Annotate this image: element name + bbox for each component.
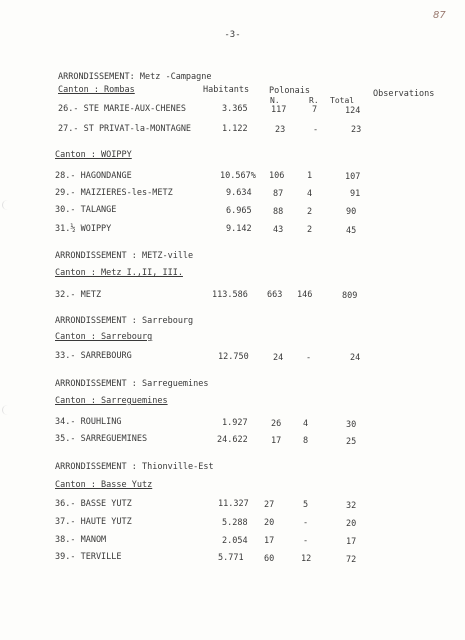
- arrondissement-heading: ARRONDISSEMENT : Sarreguemines: [55, 379, 209, 389]
- total-value: 32: [346, 501, 357, 511]
- habitants-value: 3.365: [222, 104, 248, 114]
- habitants-value: 12.750: [218, 352, 249, 362]
- total-value: 17: [346, 537, 357, 547]
- n-value: 17: [271, 436, 282, 446]
- r-value: 2: [307, 207, 313, 217]
- r-value: -: [303, 536, 309, 546]
- habitants-value: 113.586: [212, 290, 248, 300]
- habitants-value: 24.622: [217, 435, 248, 445]
- total-value: 23: [351, 125, 362, 135]
- n-value: 20: [264, 518, 275, 528]
- n-value: 106: [269, 171, 285, 181]
- habitants-value: 1.122: [222, 124, 248, 134]
- r-value: 146: [297, 290, 313, 300]
- column-header-observations: Observations: [373, 89, 435, 99]
- total-value: 91: [350, 189, 361, 199]
- arrondissement-heading: ARRONDISSEMENT: Metz -Campagne: [58, 72, 212, 82]
- n-value: 23: [275, 125, 286, 135]
- n-value: 24: [273, 353, 284, 363]
- r-value: -: [303, 518, 309, 528]
- total-value: 30: [346, 420, 357, 430]
- total-value: 20: [346, 519, 357, 529]
- habitants-value: 6.965: [226, 206, 252, 216]
- handwritten-page-note: 87: [433, 10, 446, 21]
- page-number: -3-: [224, 30, 241, 40]
- total-value: 809: [342, 291, 358, 301]
- canton-heading: Canton : Metz I.,II, III.: [55, 268, 183, 278]
- r-value: 1: [307, 171, 313, 181]
- n-value: 43: [273, 225, 284, 235]
- commune-label: 26.- STE MARIE-AUX-CHENES: [58, 104, 186, 114]
- arrondissement-heading: ARRONDISSEMENT : METZ-ville: [55, 251, 194, 261]
- r-value: -: [306, 353, 312, 363]
- n-value: 17: [264, 536, 275, 546]
- habitants-value: 9.634: [226, 188, 252, 198]
- r-value: 5: [303, 500, 309, 510]
- commune-label: 33.- SARREBOURG: [55, 351, 132, 361]
- canton-heading: Canton : WOIPPY: [55, 150, 132, 160]
- commune-label: 31.½ WOIPPY: [55, 224, 112, 234]
- total-value: 124: [345, 106, 361, 116]
- column-header-r: R.: [309, 96, 319, 105]
- r-value: -: [313, 125, 319, 135]
- habitants-value: 9.142: [226, 224, 252, 234]
- punch-hole-mark: [2, 405, 13, 415]
- r-value: 4: [307, 189, 313, 199]
- column-header-n: N.: [270, 96, 280, 105]
- commune-label: 27.- ST PRIVAT-la-MONTAGNE: [58, 124, 192, 134]
- habitants-value: 1.927: [222, 418, 248, 428]
- habitants-value: 10.567%: [220, 171, 256, 181]
- total-value: 107: [345, 172, 361, 182]
- n-value: 60: [264, 554, 275, 564]
- habitants-value: 2.054: [222, 536, 248, 546]
- arrondissement-heading: ARRONDISSEMENT : Thionville-Est: [55, 462, 214, 472]
- total-value: 45: [346, 226, 357, 236]
- n-value: 117: [271, 105, 287, 115]
- n-value: 27: [264, 500, 275, 510]
- commune-label: 38.- MANOM: [55, 535, 107, 545]
- column-header-habitants: Habitants: [203, 85, 250, 95]
- commune-label: 35.- SARREGUEMINES: [55, 434, 148, 444]
- total-value: 72: [346, 555, 357, 565]
- habitants-value: 5.288: [222, 518, 248, 528]
- commune-label: 39.- TERVILLE: [55, 552, 122, 562]
- total-value: 24: [350, 353, 361, 363]
- r-value: 8: [303, 436, 309, 446]
- canton-heading: Canton : Rombas: [58, 85, 135, 95]
- commune-label: 34.- ROUHLING: [55, 417, 122, 427]
- canton-heading: Canton : Sarreguemines: [55, 396, 168, 406]
- n-value: 26: [271, 419, 282, 429]
- n-value: 88: [273, 207, 284, 217]
- total-value: 25: [346, 437, 357, 447]
- canton-heading: Canton : Sarrebourg: [55, 332, 153, 342]
- commune-label: 37.- HAUTE YUTZ: [55, 517, 132, 527]
- habitants-value: 11.327: [218, 499, 249, 509]
- r-value: 2: [307, 225, 313, 235]
- habitants-value: 5.771: [218, 553, 244, 563]
- commune-label: 29.- MAIZIERES-les-METZ: [55, 188, 173, 198]
- n-value: 663: [267, 290, 283, 300]
- total-value: 90: [346, 207, 357, 217]
- commune-label: 36.- BASSE YUTZ: [55, 499, 132, 509]
- column-header-polonais: Polonais: [269, 86, 310, 96]
- r-value: 7: [312, 105, 318, 115]
- canton-heading: Canton : Basse Yutz: [55, 480, 153, 490]
- r-value: 12: [301, 554, 312, 564]
- arrondissement-heading: ARRONDISSEMENT : Sarrebourg: [55, 316, 194, 326]
- commune-label: 30.- TALANGE: [55, 205, 117, 215]
- commune-label: 28.- HAGONDANGE: [55, 171, 132, 181]
- commune-label: 32.- METZ: [55, 290, 102, 300]
- n-value: 87: [273, 189, 284, 199]
- column-header-total: Total: [330, 96, 355, 105]
- punch-hole-mark: [2, 200, 13, 210]
- r-value: 4: [303, 419, 309, 429]
